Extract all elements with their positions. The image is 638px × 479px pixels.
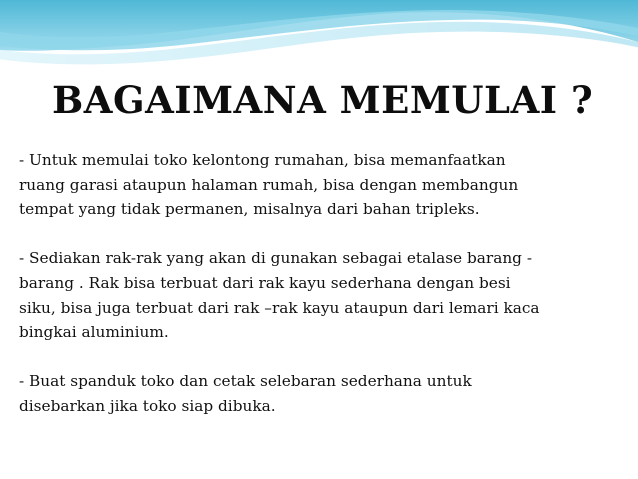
text-line: disebarkan jika toko siap dibuka. [19, 396, 276, 415]
paragraph-garage [19, 148, 631, 222]
decorative-wave-band [0, 0, 638, 70]
text-line: tempat yang tidak permanen, misalnya dari bahan tripleks. [19, 200, 480, 219]
text-line: - Untuk memulai toko kelontong rumahan, bisa memanfaatkan [19, 151, 506, 169]
text-line: siku, bisa juga terbuat dari rak –rak kayu ataupun dari lemari kaca [19, 298, 540, 317]
text-line: - Buat spanduk toko dan cetak selebaran sederhana untuk [19, 372, 472, 391]
slide-body [19, 148, 631, 443]
text-line: - Sediakan rak-rak yang akan di gunakan sebagai etalase barang - [19, 249, 532, 268]
text-line: bingkai aluminium. [19, 323, 169, 342]
text-line: ruang garasi ataupun halaman rumah, bisa dengan membangun [19, 175, 519, 194]
slide-title: BAGAIMANA MEMULAI ? [52, 78, 594, 122]
paragraph-banner [19, 369, 631, 418]
paragraph-shelves [19, 246, 631, 344]
text-line: barang . Rak bisa terbuat dari rak kayu sederhana dengan besi [19, 273, 511, 292]
